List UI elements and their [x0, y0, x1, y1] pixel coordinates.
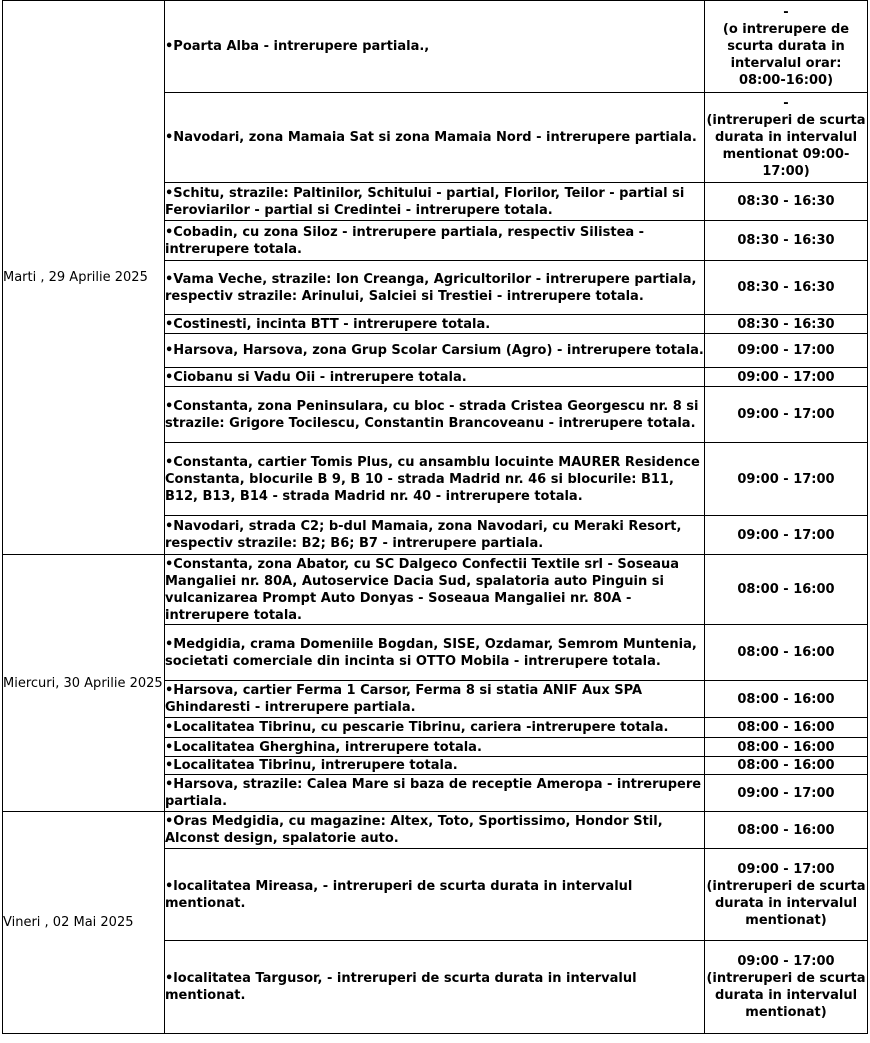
- location-cell: •Oras Medgidia, cu magazine: Altex, Toto, Sportissimo, Hondor Stil, Alconst design, spalatorie auto.: [165, 812, 705, 849]
- location-cell: •Ciobanu si Vadu Oii - intrerupere totala.: [165, 368, 705, 387]
- location-cell: •Cobadin, cu zona Siloz - intrerupere partiala, respectiv Silistea - intrerupere totala.: [165, 221, 705, 261]
- table-body: [3, 1, 868, 1034]
- time-cell: 09:00 - 17:00: [705, 368, 868, 387]
- time-cell: 09:00 - 17:00: [705, 334, 868, 368]
- location-cell: •Poarta Alba - intrerupere partiala.,: [165, 1, 705, 93]
- location-cell: •Vama Veche, strazile: Ion Creanga, Agricultorilor - intrerupere partiala, respectiv strazile: Arinului, Salciei si Trestiei - intrerupere totala.: [165, 261, 705, 315]
- time-cell: 09:00 - 17:00 (intreruperi de scurta durata in intervalul mentionat): [705, 849, 868, 941]
- location-cell: •Harsova, strazile: Calea Mare si baza de receptie Ameropa - intrerupere partiala.: [165, 775, 705, 812]
- location-cell: •Localitatea Tibrinu, intrerupere totala.: [165, 757, 705, 775]
- time-cell: 08:30 - 16:30: [705, 183, 868, 221]
- location-cell: •Constanta, zona Abator, cu SC Dalgeco Confectii Textile srl - Soseaua Mangaliei nr. 80A, Autoservice Dacia Sud, spalatoria auto Pinguin si vulcanizarea Prompt Auto Donyas - Soseaua Mangaliei nr. 80A - intrerupere totala.: [165, 555, 705, 625]
- day-cell: Marti , 29 Aprilie 2025: [3, 1, 165, 555]
- location-cell: •localitatea Targusor, - intreruperi de scurta durata in intervalul mentionat.: [165, 941, 705, 1034]
- time-cell: 08:00 - 16:00: [705, 718, 868, 738]
- time-cell: 08:00 - 16:00: [705, 555, 868, 625]
- table-row: [3, 555, 868, 625]
- time-cell: 08:00 - 16:00: [705, 812, 868, 849]
- time-cell: - (o intrerupere de scurta durata in intervalul orar: 08:00-16:00): [705, 1, 868, 93]
- table-row: [3, 812, 868, 849]
- location-cell: •Constanta, zona Peninsulara, cu bloc - strada Cristea Georgescu nr. 8 si strazile: Grigore Tocilescu, Constantin Brancoveanu - intrerupere totala.: [165, 387, 705, 443]
- time-cell: 09:00 - 17:00: [705, 387, 868, 443]
- location-cell: •localitatea Mireasa, - intreruperi de scurta durata in intervalul mentionat.: [165, 849, 705, 941]
- time-cell: 08:00 - 16:00: [705, 625, 868, 681]
- time-cell: 08:30 - 16:30: [705, 221, 868, 261]
- location-cell: •Constanta, cartier Tomis Plus, cu ansamblu locuinte MAURER Residence Constanta, blocurile B 9, B 10 - strada Madrid nr. 46 si blocurile: B11, B12, B13, B14 - strada Madrid nr. 40 - intrerupere totala.: [165, 443, 705, 516]
- location-cell: •Navodari, strada C2; b-dul Mamaia, zona Navodari, cu Meraki Resort, respectiv strazile: B2; B6; B7 - intrerupere partiala.: [165, 516, 705, 555]
- location-cell: •Localitatea Gherghina, intrerupere totala.: [165, 738, 705, 757]
- time-cell: 09:00 - 17:00 (intreruperi de scurta durata in intervalul mentionat): [705, 941, 868, 1034]
- day-cell: Vineri , 02 Mai 2025: [3, 812, 165, 1034]
- time-cell: 08:30 - 16:30: [705, 315, 868, 334]
- time-cell: 09:00 - 17:00: [705, 516, 868, 555]
- location-cell: •Costinesti, incinta BTT - intrerupere totala.: [165, 315, 705, 334]
- location-cell: •Navodari, zona Mamaia Sat si zona Mamaia Nord - intrerupere partiala.: [165, 93, 705, 183]
- time-cell: - (intreruperi de scurta durata in intervalul mentionat 09:00-17:00): [705, 93, 868, 183]
- time-cell: 08:00 - 16:00: [705, 738, 868, 757]
- location-cell: •Medgidia, crama Domeniile Bogdan, SISE, Ozdamar, Semrom Muntenia, societati comerciale din incinta si OTTO Mobila - intrerupere totala.: [165, 625, 705, 681]
- table-row: [3, 1, 868, 93]
- time-cell: 09:00 - 17:00: [705, 443, 868, 516]
- time-cell: 08:30 - 16:30: [705, 261, 868, 315]
- time-cell: 08:00 - 16:00: [705, 757, 868, 775]
- location-cell: •Harsova, cartier Ferma 1 Carsor, Ferma 8 si statia ANIF Aux SPA Ghindaresti - intrerupere partiala.: [165, 681, 705, 718]
- time-cell: 09:00 - 17:00: [705, 775, 868, 812]
- location-cell: •Schitu, strazile: Paltinilor, Schitului - partial, Florilor, Teilor - partial si Feroviarilor - partial si Credintei - intrerupere totala.: [165, 183, 705, 221]
- day-cell: Miercuri, 30 Aprilie 2025: [3, 555, 165, 812]
- location-cell: •Localitatea Tibrinu, cu pescarie Tibrinu, cariera -intrerupere totala.: [165, 718, 705, 738]
- time-cell: 08:00 - 16:00: [705, 681, 868, 718]
- location-cell: •Harsova, Harsova, zona Grup Scolar Carsium (Agro) - intrerupere totala.: [165, 334, 705, 368]
- outage-schedule-table: [2, 0, 868, 1034]
